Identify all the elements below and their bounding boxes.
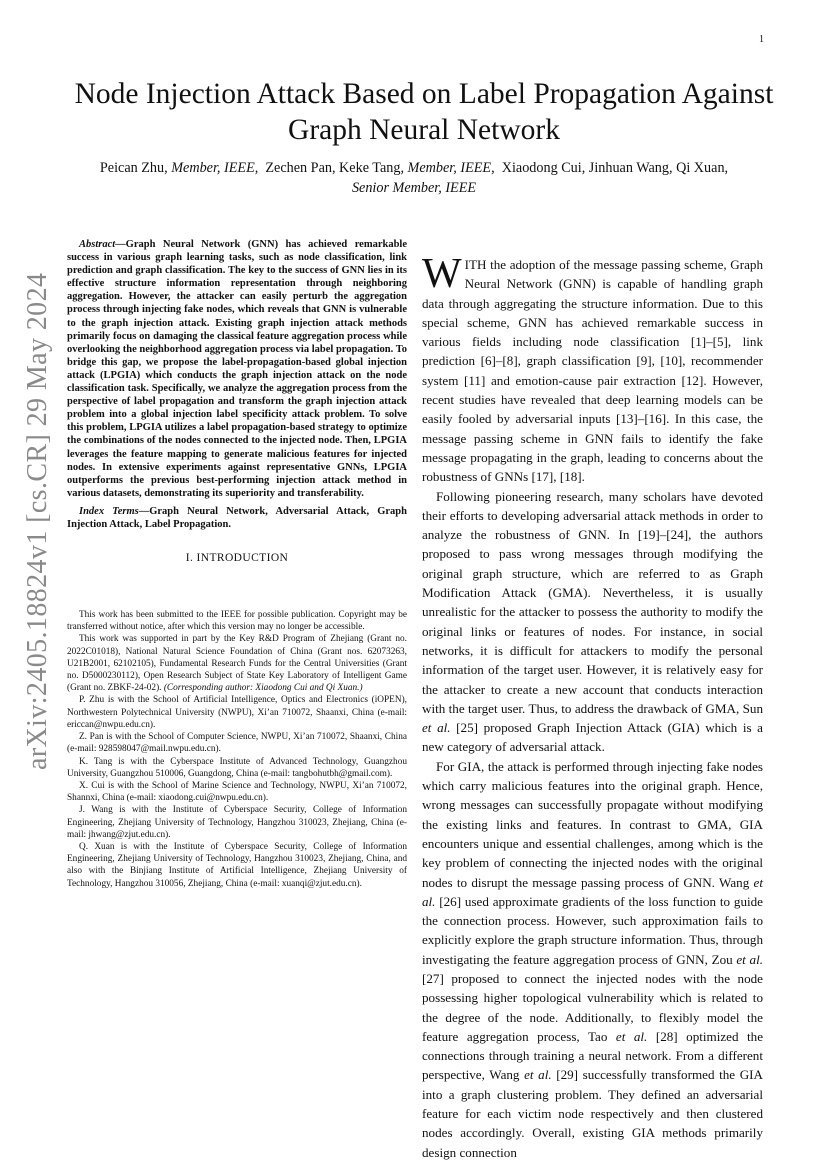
- author-list: Peican Zhu, Member, IEEE, Zechen Pan, Keke Tang, Member, IEEE, Xiaodong Cui, Jinhuan Wang, Qi Xuan, Senior Member, IEEE: [99, 160, 729, 196]
- abstract: [67, 238, 407, 500]
- footnote: Q. Xuan is with the Institute of Cyberspace Security, College of Information Engineering, Zhejiang University of Technology, Hangzhou 310023, Zhejiang, China, and also with the Binjiang Institute of Artificial Intelligence, Zhejiang University of Technology, Hangzhou 310056, Zhejiang, China (e-mail: xuanqi@zjut.edu.cn).: [67, 841, 407, 889]
- footnote: K. Tang is with the Cyberspace Institute of Advanced Technology, Guangzhou University, Guangzhou 510006, Guangdong, China (e-mail: tangbohutbh@gmail.com).: [67, 756, 407, 779]
- paper-title: Node Injection Attack Based on Label Propagation Against Graph Neural Network: [74, 78, 774, 146]
- footnote: This work has been submitted to the IEEE for possible publication. Copyright may be transferred without notice, after which this version may no longer be accessible.: [67, 610, 407, 633]
- footnote: This work was supported in part by the Key R&D Program of Zhejiang (Grant no. 2022C01018), National Natural Science Foundation of China (Grant nos. 62073263, U21B2001, 62102105), Fundamental Research Funds for the Central Universities (Grant no. D5000230112), Open Research Subject of State Key Laboratory of Intelligent Game (Grant no. ZBKF-24-02). (Corresponding author: Xiaodong Cui and Qi Xuan.): [67, 634, 407, 694]
- left-column: [67, 238, 407, 890]
- arxiv-stamp: arXiv:2405.18824v1 [cs.CR] 29 May 2024: [22, 272, 53, 770]
- intro-paragraph: For GIA, the attack is performed through injecting fake nodes which carry malicious features into the original graph. Hence, wrong messages can successfully propagate without modifying the existing links and features. In contrast to GMA, GIA encounters unique and essential challenges, among which is the key problem of connecting the injected nodes with the original nodes to disrupt the message passing process of GNN. Wang et al. [26] used approximate gradients of the loss function to guide the connection process. However, such approximation fails to explicitly explore the graph structure information. Thus, through investigating the feature aggregation process of GNN, Zou et al. [27] proposed to connect the injected nodes with the node possessing higher topological vulnerability which is related to the degree of the node. Additionally, to flexibly model the feature aggregation process, Tao et al. [28] optimized the connections through training a neural network. From a different perspective, Wang et al. [29] successfully transformed the GIA into a graph clustering problem. They defined an adversarial feature for each victim node respectively and then clustered nodes accordingly. Overall, existing GIA methods primarily design connection: [422, 758, 764, 1160]
- intro-paragraph-text: ITH the adoption of the message passing scheme, Graph Neural Network (GNN) is capable of handling graph data through aggregating the structure information. Due to this special scheme, GNN has achieved remarkable success in various fields including node classification [1]–[5], link prediction [6]–[8], graph classification [9], [10], recommender system [11] and emotion-cause pair extraction [12]. However, recent studies have revealed that deep learning models can be easily fooled by adversarial inputs [13]–[16]. In this case, the message passing scheme in GNN fails to identify the fake message propagating in the graph, leading to concerns about the robustness of GNNs [17], [18].: [422, 257, 763, 485]
- index-terms-lead: Index Terms: [79, 505, 139, 517]
- footnotes: [67, 609, 407, 890]
- abstract-text: —Graph Neural Network (GNN) has achieved remarkable success in various graph learning tasks, such as node classification, link prediction and graph classification. The key to the success of GNN lies in its effective structure information representation through neighboring aggregation. However, the attacker can easily perturb the aggregation process through injecting fake nodes, which reveals that GNN is vulnerable to the graph injection attack. Existing graph injection attack methods primarily focus on damaging the classical feature aggregation process while overlooking the neighborhood aggregation process via label propagation. To bridge this gap, we propose the label-propagation-based global injection attack (LPGIA) which conducts the graph injection attack on the node classification task. Specifically, we analyze the aggregation process from the perspective of label propagation and transform the graph injection attack problem into a global injection label specificity attack problem. To solve this problem, LPGIA utilizes a label propagation-based strategy to optimize the combinations of the nodes connected to the injected node. Then, LPGIA leverages the feature mapping to generate malicious features for injected nodes. In extensive experiments against representative GNNs, LPGIA outperforms the previous best-performing injection attack method in various datasets, demonstrating its superiority and transferability.: [67, 239, 407, 499]
- abstract-lead: Abstract: [79, 239, 116, 250]
- intro-paragraph: [422, 251, 763, 487]
- footnote: X. Cui is with the School of Marine Science and Technology, NWPU, Xi’an 710072, Shannxi, China (e-mail: xiaodong.cui@nwpu.edu.cn).: [67, 780, 407, 804]
- footnote: J. Wang is with the Institute of Cyberspace Security, College of Information Engineering, Zhejiang University of Technology, Hangzhou 310023, Zhejiang, China (e-mail: jhwang@zjut.edu.cn).: [67, 805, 407, 840]
- index-terms-text: —Graph Neural Network, Adversarial Attack, Graph Injection Attack, Label Propagation.: [67, 505, 407, 530]
- drop-cap: W: [422, 251, 462, 297]
- right-column: [422, 251, 764, 1162]
- footnote: P. Zhu is with the School of Artificial Intelligence, Optics and Electronics (iOPEN), Northwestern Polytechnical University (NWPU), Xi’an 710072, Shaanxi, China (e-mail: ericcan@nwpu.edu.cn).: [67, 695, 407, 730]
- index-terms: [67, 505, 407, 531]
- page-number: 1: [759, 34, 764, 45]
- section-heading-introduction: I. INTRODUCTION: [185, 552, 289, 565]
- footnote: Z. Pan is with the School of Computer Science, NWPU, Xi’an 710072, Shaanxi, China (e-mail: 928598047@mail.nwpu.edu.cn).: [67, 732, 407, 755]
- intro-paragraph: Following pioneering research, many scholars have devoted their efforts to developing adversarial attack methods in order to analyze the robustness of GNN. In [19]–[24], the authors proposed to pass wrong messages through modifying the original graph structure, which are referred to as Graph Modification Attack (GMA). Nevertheless, it is usually unrealistic for the attacker to possess the authority to modify the original links or features of nodes. For instance, in social networks, it is difficult for attackers to modify the personal information of the target user. However, it is relatively easy for the attacker to create a new account that conducts interaction with the target user. Thus, to address the drawback of GMA, Sun et al. [25] proposed Graph Injection Attack (GIA) which is a new category of adversarial attack.: [422, 488, 763, 755]
